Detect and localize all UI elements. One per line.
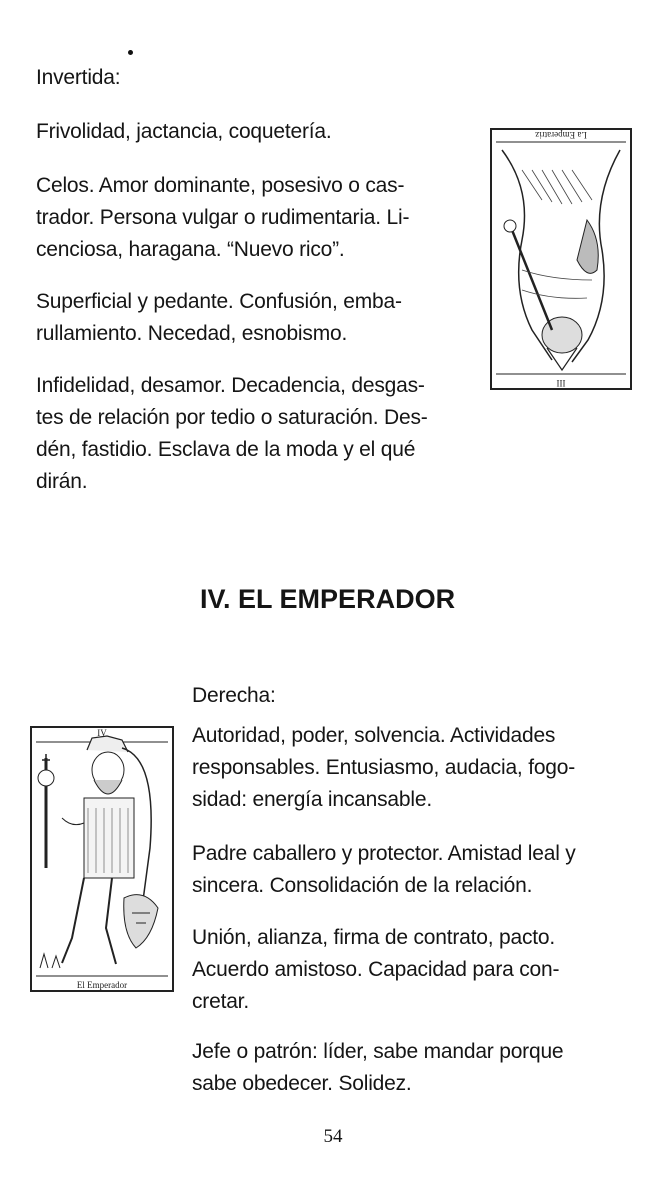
inverted-line-10: dirán. bbox=[36, 470, 88, 493]
inverted-line-3: trador. Persona vulgar o rudimentaria. Li- bbox=[36, 206, 410, 229]
section-heading: IV. EL EMPERADOR bbox=[200, 584, 456, 614]
upright-line-2: responsables. Entusiasmo, audacia, fogo- bbox=[192, 756, 576, 779]
inverted-line-2: Celos. Amor dominante, posesivo o cas- bbox=[36, 174, 405, 197]
inverted-line-6: rullamiento. Necedad, esnobismo. bbox=[36, 322, 348, 345]
page-number: 54 bbox=[323, 1126, 343, 1147]
upright-line-3: sidad: energía incansable. bbox=[192, 788, 432, 811]
upright-line-1: Autoridad, poder, solvencia. Actividades bbox=[192, 724, 556, 747]
inverted-line-7: Infidelidad, desamor. Decadencia, desgas- bbox=[36, 374, 425, 397]
empress-card-numeral: III bbox=[556, 378, 566, 388]
upright-line-4: Padre caballero y protector. Amistad leal y bbox=[192, 842, 576, 865]
upright-label: Derecha: bbox=[192, 684, 276, 707]
emperor-card-title: El Emperador bbox=[76, 980, 128, 990]
upright-line-9: Jefe o patrón: líder, sabe mandar porque bbox=[192, 1040, 564, 1063]
empress-card-title: La Emperatriz bbox=[535, 130, 587, 140]
inverted-line-9: dén, fastidio. Esclava de la moda y el qué bbox=[36, 438, 416, 461]
upright-line-6: Unión, alianza, firma de contrato, pacto. bbox=[192, 926, 556, 949]
inverted-label: Invertida: bbox=[36, 66, 121, 89]
inverted-line-1: Frivolidad, jactancia, coquetería. bbox=[36, 120, 332, 143]
emperor-card-icon bbox=[30, 726, 174, 992]
upright-line-7: Acuerdo amistoso. Capacidad para con- bbox=[192, 958, 560, 981]
upright-line-10: sabe obedecer. Solidez. bbox=[192, 1072, 412, 1095]
upright-line-5: sincera. Consolidación de la relación. bbox=[192, 874, 533, 897]
ink-dot bbox=[128, 50, 133, 55]
inverted-line-5: Superficial y pedante. Confusión, emba- bbox=[36, 290, 402, 313]
empress-card-inverted-icon bbox=[490, 128, 632, 390]
inverted-line-8: tes de relación por tedio o saturación. Des- bbox=[36, 406, 428, 429]
inverted-line-4: cenciosa, haragana. “Nuevo rico”. bbox=[36, 238, 345, 261]
upright-line-8: cretar. bbox=[192, 990, 249, 1013]
emperor-card-numeral: IV bbox=[97, 728, 107, 738]
